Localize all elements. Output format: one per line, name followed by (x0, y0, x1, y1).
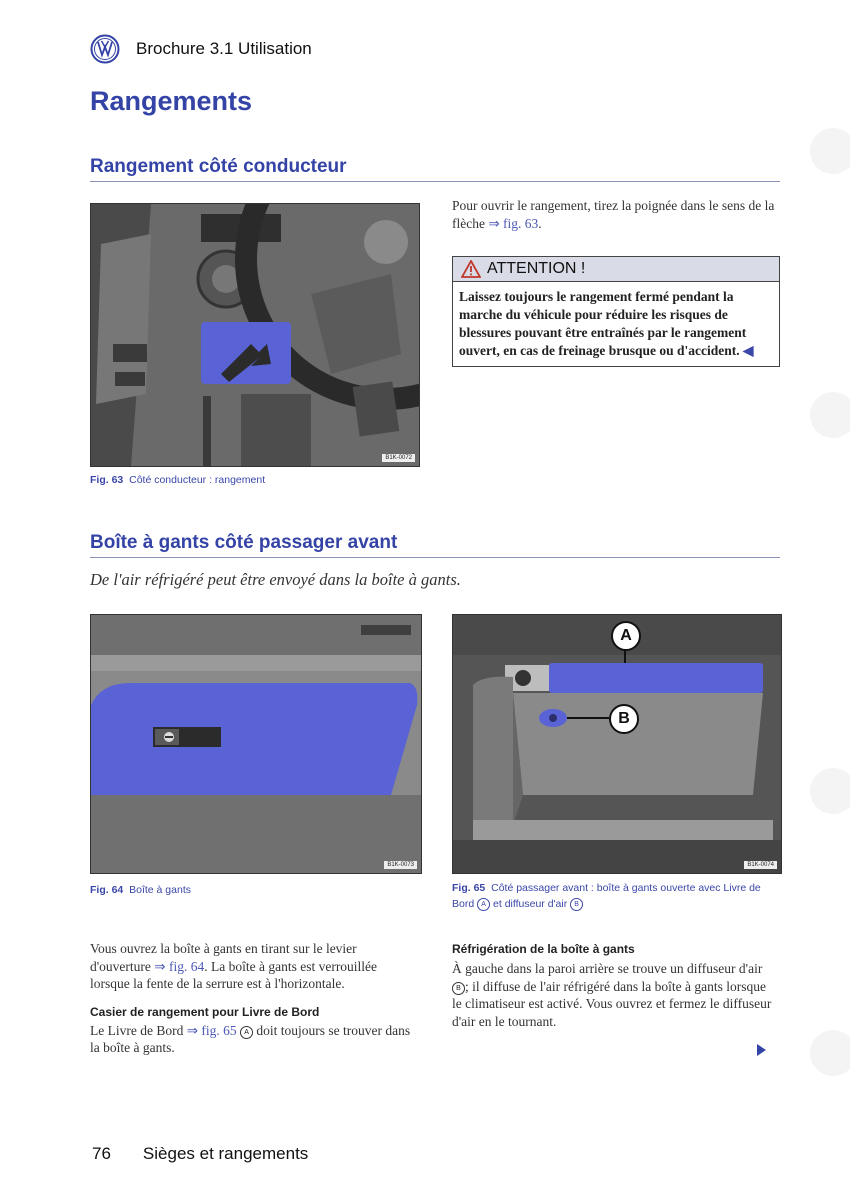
figure-code: B1K-0073 (384, 861, 417, 869)
vw-logo-icon (90, 34, 120, 64)
section-title-glovebox: Boîte à gants côté passager avant (90, 532, 398, 553)
page-footer (92, 1144, 308, 1164)
cooling-heading: Réfrigération de la boîte à gants (452, 942, 635, 956)
thumb-tab-marker (810, 1030, 850, 1076)
warning-title: ATTENTION ! (487, 260, 586, 277)
fig-65-link[interactable]: ⇒ fig. 65 (186, 1022, 237, 1038)
figure-63-caption: Fig. 63 Côté conducteur : rangement (90, 474, 266, 486)
thumb-tab-marker (810, 392, 850, 438)
figure-64-caption: Fig. 64 Boîte à gants (90, 884, 191, 896)
section-divider (90, 181, 780, 182)
glovebox-open-text: Vous ouvrez la boîte à gants en tirant sur le levier d'ouverture ⇒ fig. 64. La boîte à gants est verrouillée lorsque la fente de la serrure est à l'horizontale. (90, 941, 378, 991)
manual-compartment-heading: Casier de rangement pour Livre de Bord (90, 1004, 320, 1019)
section-divider (90, 557, 780, 558)
section-lead: De l'air réfrigéré peut être envoyé dans la boîte à gants. (90, 570, 461, 589)
warning-text: Laissez toujours le rangement fermé pendant la marche du véhicule pour réduire les risques de blessures pouvant être entraînés par le rangement ouvert, en cas de freinage brusque ou d'accident. ◀ (459, 289, 754, 358)
page-header (90, 34, 312, 64)
right-column (452, 942, 778, 1030)
chapter-name: Sièges et rangements (142, 1144, 309, 1163)
warning-header (453, 257, 779, 282)
page-title: Rangements (90, 86, 253, 116)
warning-box (452, 256, 780, 367)
driver-storage-instruction: Pour ouvrir le rangement, tirez la poignée dans le sens de la flèche ⇒ fig. 63. (452, 198, 775, 231)
cooling-text: À gauche dans la paroi arrière se trouve un diffuseur d'air B ; il diffuse de l'air réfrigéré dans la boîte à gants lorsque le climatiseur est activé. Vous ouvrez et fermez le diffuseur d'air en le tournant. (452, 961, 772, 1029)
fig-64-link[interactable]: ⇒ fig. 64 (154, 958, 205, 974)
left-column (90, 940, 420, 1057)
brochure-label: Brochure 3.1 Utilisation (136, 39, 312, 58)
figure-63-image (90, 203, 420, 467)
warning-triangle-icon (461, 260, 481, 278)
figure-65-image (452, 614, 782, 874)
page-number: 76 (92, 1144, 111, 1163)
manual-compartment-text: Le Livre de Bord ⇒ fig. 65 A doit toujours se trouver dans la boîte à gants. (90, 1022, 411, 1055)
section-title-driver-storage: Rangement côté conducteur (90, 156, 347, 177)
section-end-mark: ◀ (743, 343, 754, 358)
next-page-arrow-icon[interactable] (757, 1044, 766, 1056)
thumb-tab-marker (810, 128, 850, 174)
callout-a: A (611, 621, 641, 651)
figure-65-caption: Fig. 65 Côté passager avant : boîte à gants ouverte avec Livre de Bord A et diffuseur d'air B (452, 882, 761, 910)
callout-b: B (609, 704, 639, 734)
figure-code: B1K-0074 (744, 861, 777, 869)
fig-63-link[interactable]: ⇒ fig. 63 (488, 215, 539, 231)
figure-code: B1K-0072 (382, 454, 415, 462)
figure-64-image (90, 614, 422, 874)
thumb-tab-marker (810, 768, 850, 814)
